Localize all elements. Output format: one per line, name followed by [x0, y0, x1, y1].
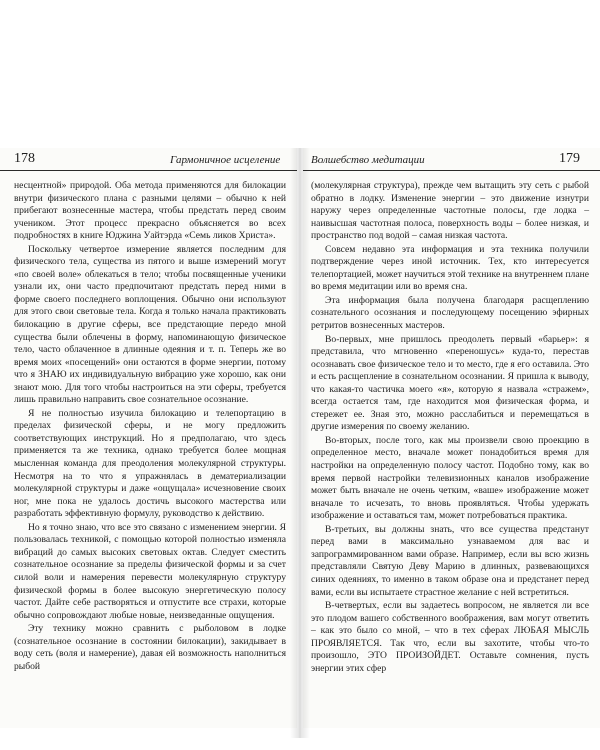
right-page-number: 179	[559, 151, 580, 166]
left-page-body	[14, 180, 286, 673]
paragraph: Эту технику можно сравнить с рыболовом в лодке (сознательное осознание в состоянии билокации), закидывает в воду сеть (воля и намерение), давая ей возможность наполниться рыбой	[14, 623, 286, 672]
right-page	[303, 148, 600, 728]
paragraph: (молекулярная структура), прежде чем вытащить эту сеть с рыбой обратно в лодку. Изменение энергии – это движение изнутри наружу через определенные частотные полосы, где лодка – наивысшая частотная полоса, поверхность воды – более низкая, и пространство под водой – самая низкая частота.	[311, 180, 589, 242]
paragraph: Во-вторых, после того, как мы произвели свою проекцию в определенное место, вначале может понадобиться время для настройки на определенную полосу частот. Подобно тому, как во время первой настройки телевизионных каналов изображение может быть вначале не очень четким, «ваше» изображение может вначале то исчезать, то вновь проявляться. Чтобы удержать изображение и оставаться там, может потребоваться практика.	[311, 434, 589, 522]
paragraph: несцентной» природой. Оба метода применяются для билокации внутри физического плана с разными целями – обычно к ней прибегают вознесенные мастера, чтобы предстать перед своим учеником. Этот процесс прекрасно объясняется во всех подробностях в книге Юджина Уайтэрда «Семь ликов Христа».	[14, 180, 286, 242]
left-running-title: Гармоничное исцеление	[170, 154, 281, 166]
book-gutter-shadow	[290, 148, 310, 738]
paragraph: Но я точно знаю, что все это связано с изменением энергии. Я пользовалась техникой, с помощью которой полностью изменяла вибраций до самых высоких световых октав. Следует сместить сознательное осознание за пределы физической формы и за счет силой воли и намерения перевести молекулярную структуру физической формы в более высокую энергетическую полосу частот. Дайте себе растворяться и отпустите все страхи, которые обычно сопровождают любые новые, неизведанные ощущения.	[14, 521, 286, 621]
left-page-number: 178	[14, 151, 35, 166]
paragraph: Эта информация была получена благодаря расщеплению сознательного осознания и последующему посещению эфирных ретритов вознесенных мастеров.	[311, 294, 589, 332]
right-page-header	[303, 148, 600, 171]
paragraph: В-четвертых, если вы задаетесь вопросом, не является ли все это плодом вашего собственного воображения, вам могут ответить – как это было со мной, – что в тех сферах ЛЮБАЯ МЫСЛЬ ПРОЯВЛЯЕТСЯ. Так что, если вы захотите, чтобы что-то произошло, ЭТО ПРОИЗОЙДЕТ. Оставьте сомнения, пусть энергии этих сфер	[311, 600, 589, 674]
paragraph: Поскольку четвертое измерение является последним для физического тела, существа из пятого и выше измерений могут «по своей воле» облекаться в тело; чтобы посвященные ученики узнали их, они часто предпочитают предстать перед ними в форме своего последнего воплощения. Обычно они используют для этого свои световые тела. Когда я только начала практиковать билокацию в другие сферы, все предстающие передо мной существа были облечены в форму, напоминающую физическое тело, часто облаченное в длинные одеяния и т. п. Теперь же во время моих «посещений» они остаются в форме энергии, потому что я ЗНАЮ их индивидуальную вибрацию уже хорошо, как они знают мою. Для того чтобы настроиться на эти сферы, требуется лишь правильно направить свое сознательное осознание.	[14, 243, 286, 406]
left-page-header	[0, 148, 297, 171]
paragraph: Во-первых, мне пришлось преодолеть первый «барьер»: я представила, что мгновенно «переношусь» куда-то, перестав осознавать свое физическое тело и то место, где я его оставила. Это и есть расщепление в сознательном осознании. Я пришла к выводу, что какая-то частичка моего «я», которую я назвала «стражем», всегда остается там, где находится моя физическая форма, и стережет ее. Зная это, можно расслабиться и перемещаться в другие измерения по своему желанию.	[311, 333, 589, 433]
left-page	[0, 148, 297, 728]
paragraph: В-третьих, вы должны знать, что все существа предстанут перед вами в максимально узнаваемом для вас и запрограммированном вами образе. Например, если вы всю жизнь представляли Святую Деву Марию в длинных, развевающихся синих одеяниях, то именно в таком образе она и предстанет перед вами, если вы испытаете страстное желание с ней встретиться.	[311, 523, 589, 598]
right-running-title: Волшебство медитации	[311, 154, 425, 166]
paragraph: Я не полностью изучила билокацию и телепортацию в пределах физической сферы, и не могу предложить соответствующих инструкций. Но я предполагаю, что здесь применяется та же техника, однако требуется более мощная мысленная команда для преодоления молекулярной структуры. Несмотря на то что я упражнялась в дематериализации молекулярной структуры и даже «ощущала» исчезновение своих ног, мне пока не удалось достичь высокого мастерства или разработать эффективную формулу, руководство к действию.	[14, 407, 286, 520]
paragraph: Совсем недавно эта информация и эта техника получили подтверждение через иной источник. Тех, кто интересуется телепортацией, может научиться этой технике на внутреннем плане во время медитации или во время сна.	[311, 243, 589, 293]
right-page-body	[311, 180, 589, 675]
